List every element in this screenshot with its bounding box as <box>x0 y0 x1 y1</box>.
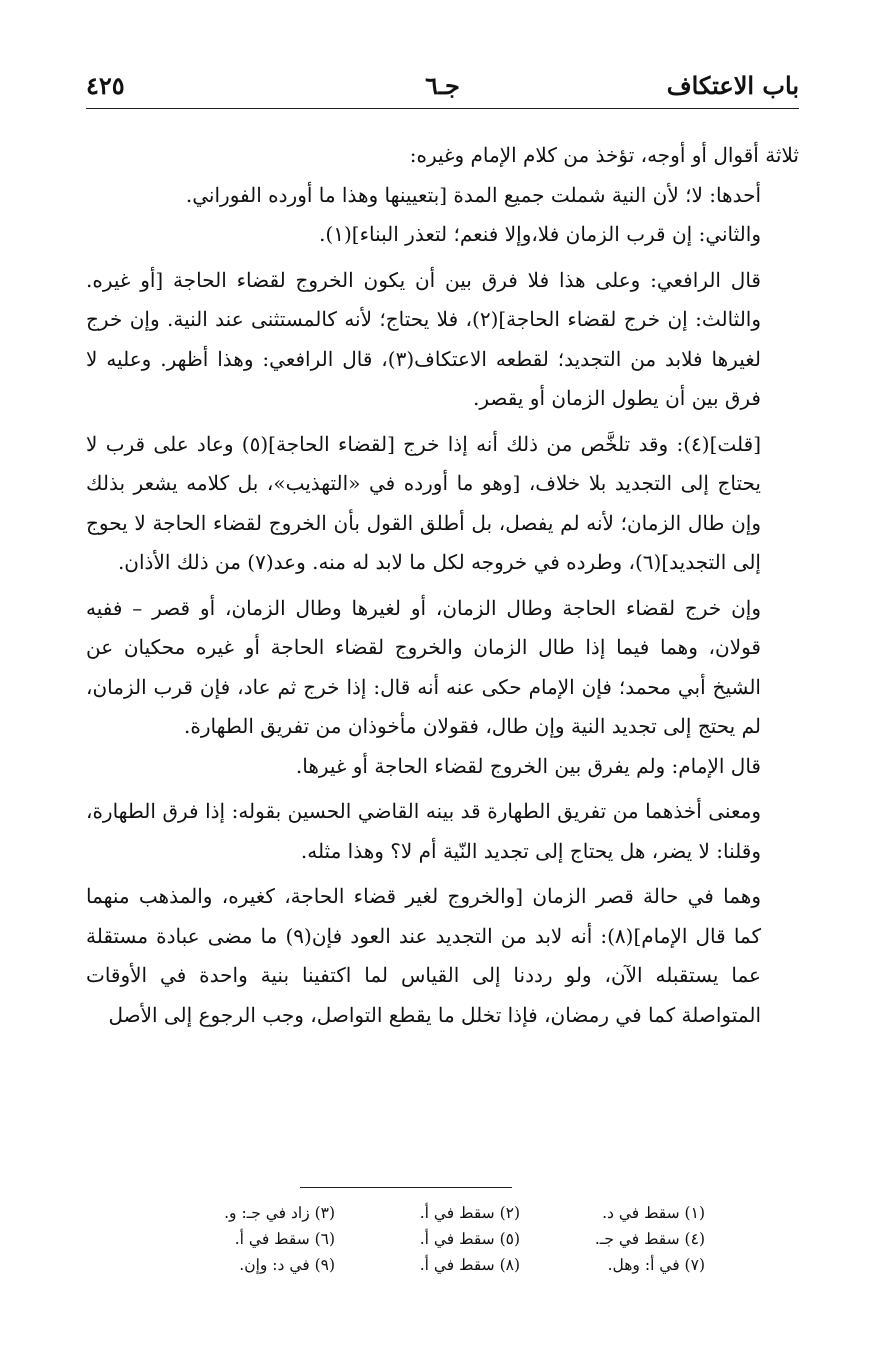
page-body <box>86 136 799 1035</box>
footnotes <box>150 1200 705 1278</box>
paragraph: قال الرافعي: وعلى هذا فلا فرق بين أن يكون الخروج لقضاء الحاجة [أو غيره. والثالث: إن خرج لقضاء الحاجة](٢)، فلا يحتاج؛ لأنه كالمستثنى عند النية. وإن خرج لغيرها فلابد من التجديد؛ لقطعه الاعتكاف(٣)، قال الرافعي: وهذا أظهر. وعليه لا فرق بين أن يطول الزمان أو يقصر. <box>86 267 762 410</box>
paragraph: ثلاثة أقوال أو أوجه، تؤخذ من كلام الإمام وغيره: <box>409 143 799 167</box>
page-number: ٤٢٥ <box>86 71 125 100</box>
paragraph: قال الإمام: ولم يفرق بين الخروج لقضاء الحاجة أو غيرها. <box>295 753 761 778</box>
paragraph: [قلت](٤): وقد تلخَّص من ذلك أنه إذا خرج [لقضاء الحاجة](٥) وعاد على قرب لا يحتاج إلى التجديد بلا خلاف، [وهو ما أورده في «التهذيب»، بل كلامه يشعر بذلك وإن طال الزمان؛ لأنه لم يفصل، بل أطلق القول بأن الخروج لقضاء الحاجة لا يحوج إلى التجديد](٦)، وطرده في خروجه لكل ما لابد له منه. وعد(٧) من ذلك الأذان. <box>86 431 761 574</box>
footnote-row <box>150 1252 705 1278</box>
footnote: (١) سقط في د. <box>602 1204 705 1222</box>
footnote: (٨) سقط في أ. <box>419 1256 521 1274</box>
footnote: (٢) سقط في أ. <box>419 1204 521 1222</box>
footnote-row <box>150 1200 705 1226</box>
footnote: (٧) في أ: وهل. <box>607 1256 705 1274</box>
footnote: (٩) في د: وإن. <box>239 1256 336 1274</box>
footnote: (٥) سقط في أ. <box>419 1230 521 1248</box>
paragraph: وهما في حالة قصر الزمان [والخروج لغير قضاء الحاجة، كغيره، والمذهب منهما كما قال الإمام](٨): أنه لابد من التجديد عند العود فإن(٩) ما مضى عبادة مستقلة عما يستقبله الآن، ولو رددنا إلى القياس لما اكتفينا بنية واحدة في الأوقات المتواصلة كما في رمضان، فإذا تخلل ما يقطع التواصل، وجب الرجوع إلى الأصل <box>86 884 761 1027</box>
footnote: (٤) سقط في جـ. <box>594 1230 705 1248</box>
paragraph: وإن خرج لقضاء الحاجة وطال الزمان، أو لغيرها وطال الزمان، أو قصر – ففيه قولان، وهما فيما إذا طال الزمان والخروج لقضاء الحاجة أو غيره محكيان عن الشيخ أبي محمد؛ فإن الإمام حكى عنه أنه قال: إذا خرج ثم عاد، فإن قرب الزمان، لم يحتج إلى تجديد النية وإن طال، فقولان مأخوذان من تفريق الطهارة. <box>86 595 761 738</box>
footnote-separator <box>300 1187 512 1188</box>
footnote: (٣) زاد في جـ: و. <box>224 1204 336 1222</box>
paragraph: أحدها: لا؛ لأن النية شملت جميع المدة [بتعيينها وهذا ما أورده الفوراني. <box>185 182 761 207</box>
part-number: جـ٦ <box>425 71 460 100</box>
running-header <box>86 68 799 109</box>
paragraph: ومعنى أخذهما من تفريق الطهارة قد بينه القاضي الحسين بقوله: إذا فرق الطهارة، وقلنا: لا يضر، هل يحتاج إلى تجديد النّية أم لا؟ وهذا مثله. <box>86 799 761 863</box>
footnote-row <box>150 1226 705 1252</box>
footnote: (٦) سقط في أ. <box>234 1230 336 1248</box>
chapter-title: باب الاعتكاف <box>666 71 799 100</box>
paragraph: والثاني: إن قرب الزمان فلا،وإلا فنعم؛ لتعذر البناء](١). <box>319 222 761 246</box>
